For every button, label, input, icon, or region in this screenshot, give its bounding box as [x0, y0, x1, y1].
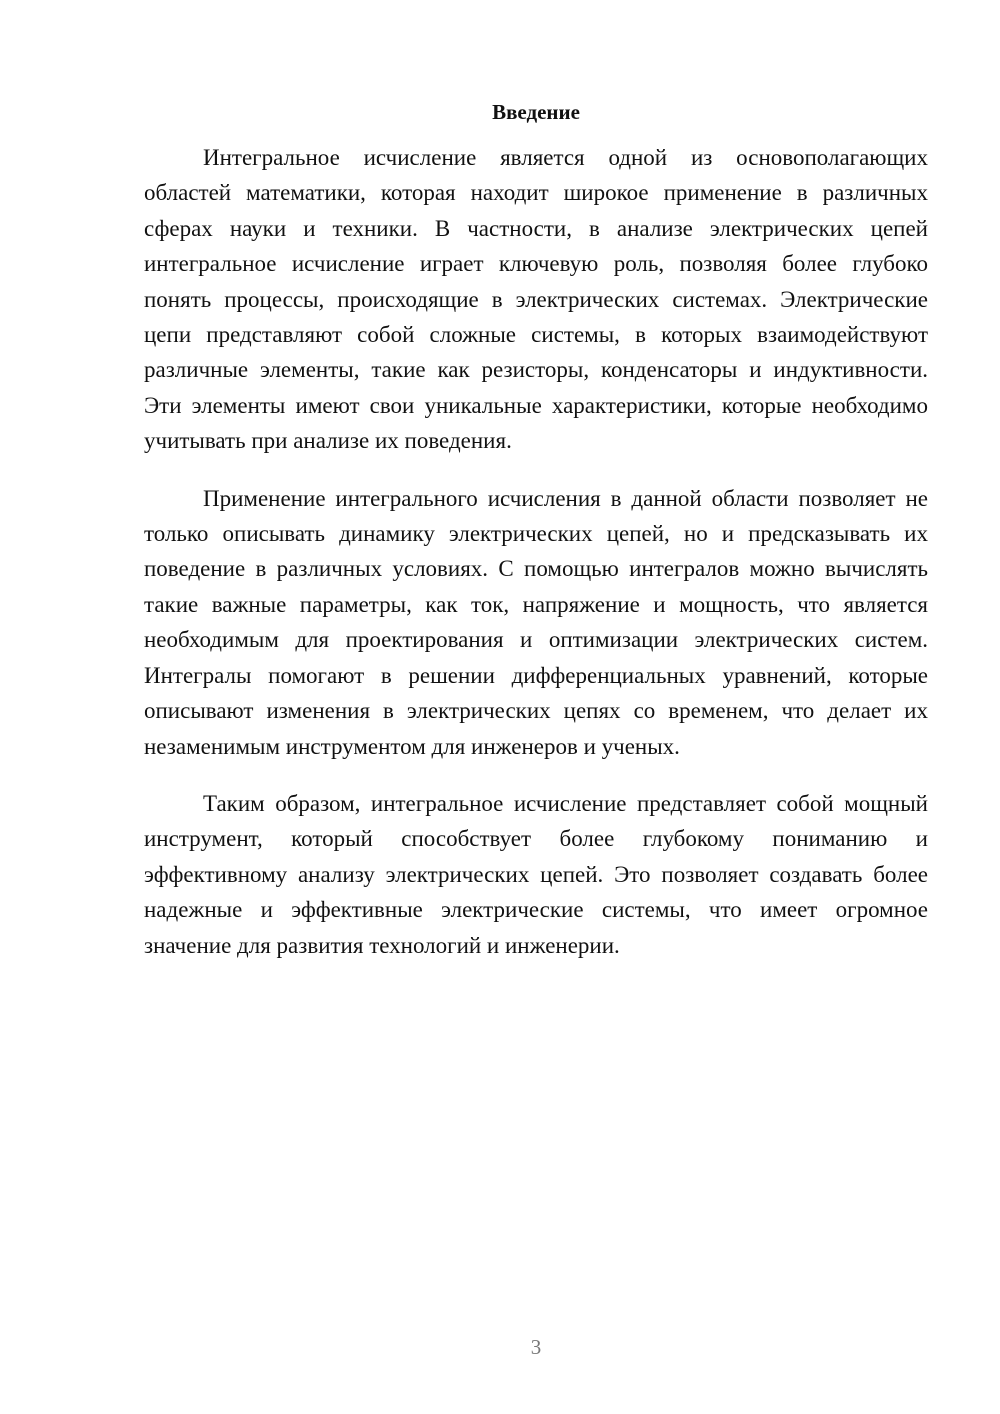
- section-title: Введение: [492, 100, 580, 124]
- page-content: [144, 96, 928, 963]
- paragraph-2: Применение интегрального исчисления в данной области позволяет не только описывать динамику электрических цепей, но и предсказывать их поведение в различных условиях. С помощью интегралов можно вычислять такие важные параметры, как ток, напряжение и мощность, что является необходимым для проектирования и оптимизации электрических систем. Интегралы помогают в решении дифференциальных уравнений, которые описывают изменения в электрических цепях со временем, что делает их незаменимым инструментом для инженеров и ученых.: [144, 485, 928, 759]
- page-number: 3: [530, 1335, 542, 1359]
- paragraph-3: Таким образом, интегральное исчисление представляет собой мощный инструмент, который способствует более глубокому пониманию и эффективному анализу электрических цепей. Это позволяет создавать более надежные и эффективные электрические системы, что имеет огромное значение для развития технологий и инженерии.: [144, 790, 928, 958]
- paragraph-1: Интегральное исчисление является одной из основополагающих областей математики, которая находит широкое применение в различных сферах науки и техники. В частности, в анализе электрических цепей интегральное исчисление играет ключевую роль, позволяя более глубоко понять процессы, происходящие в электрических системах. Электрические цепи представляют собой сложные системы, в которых взаимодействуют различные элементы, такие как резисторы, конденсаторы и индуктивности. Эти элементы имеют свои уникальные характеристики, которые необходимо учитывать при анализе их поведения.: [144, 145, 928, 454]
